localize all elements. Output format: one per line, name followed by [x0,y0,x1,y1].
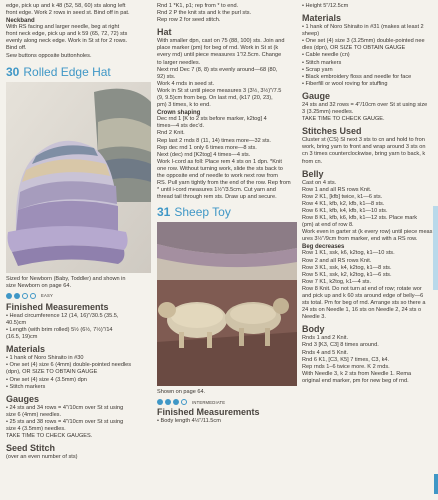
text-line: front edge. Work 2 rows in seed st. Bind off in pat. [6,10,130,17]
text-line: Rep row 2 for seed stitch. [157,17,221,24]
text-line: Rnd 3 [K3, C3] 8 times around. [302,342,379,349]
page-edge-tab [433,206,438,290]
belly-instructions [302,180,436,244]
pattern-30-title [6,65,151,79]
text-line: Row 1 K1, ssk, k6, k2tog, k1—10 sts. [302,250,395,257]
text-line: Work I-cord as foll: Place rem 4 sts on 1 dpn. *Knit [157,158,282,165]
pattern-number: 30 [6,64,20,79]
text-line: Row 2 K1, [kfb] twice, k1—6 sts. [302,193,383,200]
text-line: Row 8 Knit. Do not turn at end of row; rotate wor [302,285,422,292]
hat-instructions [157,38,297,66]
seed-stitch-heading: Seed Stitch [6,443,56,454]
text-line: • Cable needle (cn) [302,52,350,59]
text-line: • One set (4) size 6 (4mm) double-pointed needles [6,362,132,369]
text-line: 3 (3.25mm) needles. [302,109,354,116]
text-line: • Stitch markers [302,59,342,66]
text-line: * until i-cord measures 1½"/3.5cm. Cut yarn and [157,187,276,194]
body-heading: Body [302,324,325,335]
text-line: • Scrap yarn [302,66,333,73]
text-line: Rnd 2 P the knit sts and k the purl sts. [157,10,252,17]
seed-stitch-text [6,454,151,461]
skill-dot-empty [30,293,36,299]
text-line: • One set (4) size 3 (3.25mm) double-pointed nee [302,38,425,45]
text-line: from cn. [302,158,323,165]
gauge-text [302,102,436,123]
text-line: Sized for Newborn (Baby, Toddler) and shown in [6,275,126,282]
text-line: • 24 sts and 34 rows = 4"/10cm over St st using [6,404,124,411]
text-line: Cluster st (CS) Sl next 3 sts to cn and hold to fron [302,137,425,144]
text-line: Row 7 K1, k2tog, k1—4 sts. [302,278,372,285]
hat-photo [6,82,151,273]
text-line: cn 3 times counterclockwise, bring yarn to back, k [302,151,426,158]
stitches-used-heading: Stitches Used [302,126,362,137]
text-line: Row 1 and all RS rows Knit. [302,186,372,193]
text-line: Row 4 K1, kfb, k2, kfb, k1—8 sts. [302,200,385,207]
text-line: pm) 3 times, k to end. [157,102,211,109]
finished-measurements-list [157,418,297,425]
skill-level-label: INTERMEDIATE [192,399,226,405]
text-line: ures 3½"/9cm from marker, end with a RS row. [302,236,418,243]
finished-measurements-heading: Finished Measurements [157,407,260,418]
skill-dot-filled [14,293,20,299]
gauge-heading: Gauge [302,90,331,101]
crown-shaping-instructions [157,116,297,201]
materials-list [6,355,151,390]
text-line: Work even in garter st (k every row) until piece meas [302,229,433,236]
skill-dot-filled [165,399,171,405]
text-line: front neck edge, pick up and k 59 (65, 72, 72) sts [6,31,128,38]
text-line: • One set (4) size 4 (3.5mm) dpn [6,376,87,383]
text-line: (dpn), OR SIZE TO OBTAIN GAUGE [6,369,98,376]
sheep-photo [157,222,297,386]
text-line: Row 6 K1, kfb, k4, kfb, k1—10 sts. [302,207,388,214]
text-line: (pm) at end of row 8. [302,222,354,229]
materials-list [302,24,436,88]
text-line: size Newborn on page 64. [6,282,71,289]
text-line: RS. Pull yarn tightly from the end of the row. Rep from [157,180,291,187]
text-line: With smaller dpn, cast on 75 (88, 100) sts. Join and [157,38,285,45]
height-measurement: • Height 5"/12.5cm [302,3,349,9]
text-line: place marker (pm) for beg of rnd. Work in St st (k [157,45,279,52]
skill-level [157,399,297,405]
skill-dot-filled [173,399,179,405]
text-line: dles (dpn), OR SIZE TO OBTAIN GAUGE [302,45,406,52]
column-1 [6,3,151,461]
text-line: • Fiberfill or wool roving for stuffing [302,80,388,87]
begin-decreases-heading: Beg decreases [302,244,345,251]
skill-dot-empty [181,399,187,405]
text-line: Row 2 and all RS rows Knit. [302,257,372,264]
text-line: • Stitch markers [6,383,46,390]
text-line: Next rnd Dec 7 (8, 8) sts evenly around—68 (80, [157,66,278,73]
column-3 [302,3,436,385]
photo-caption [6,276,151,290]
text-line: Rnds 1 and 2 Knit. [302,335,349,342]
hat-heading: Hat [157,27,172,38]
text-line: Row 5 K1, ssk, k2, k2tog, k1—6 sts. [302,271,392,278]
finished-measurements-list [6,313,151,341]
intro-text [6,3,151,17]
skill-level [6,293,151,299]
text-line: TAKE TIME TO CHECK GAUGE. [302,116,385,123]
sheep-toy-image [157,222,297,386]
text-line: sts total. Pm for beg of rnd. Arrange sts so there a [302,300,426,307]
text-line: • Length (with brim rolled) 5½ (6½, 7½)"/14 [6,327,113,334]
text-line: • Body length 4½"/11.5cm [157,418,221,425]
text-line: • 25 sts and 38 rows = 4"/10cm over St st using [6,418,124,425]
finished-measurements-heading: Finished Measurements [6,301,109,312]
text-line: • Head circumference 12 (14, 16)"/30.5 (35.5, [6,312,119,319]
pattern-number: 31 [157,205,171,220]
text-line: one row. Without turning work, slide the sts back to [157,165,283,172]
text-line: the opposite end of needle to work next row from [157,172,278,179]
text-line: times—4 sts dec'd. [157,123,205,130]
text-line: 40.5)cm [6,319,27,326]
text-line: Sew buttons opposite buttonholes. [6,52,92,59]
text-line: thread tail through rem sts. Draw up and secure. [157,194,277,201]
materials-heading: Materials [302,13,342,24]
text-line: Rnd 2 Knit. [157,130,185,137]
text-line: 92) sts. [157,73,176,80]
text-line: (16.5, 19)cm [6,334,38,341]
text-line: sheep) [302,31,320,38]
text-line: Cast on 4 sts. [302,179,337,186]
neckband-heading: Neckband [6,18,35,25]
crown-shaping-heading: Crown shaping [157,110,201,117]
rolled-edge-hat-image [6,82,151,273]
skill-dot-filled [157,399,163,405]
text-line: every rnd) until piece measures 1"/2.5cm. Change [157,52,282,59]
materials-heading: Materials [6,344,46,355]
text-line: 24 sts and 32 rows = 4"/10cm over St st using size [302,101,428,108]
text-line: and pick up and k 60 sts around edge of belly—6 [302,293,424,299]
text-line: • 1 hank of Noro Shiraito in #30 [6,355,84,362]
body-instructions [302,335,436,385]
skill-dot-empty [22,293,28,299]
text-line: to larger needles. [157,59,201,66]
column-2 [157,3,297,426]
text-line: Rnds 4 and 5 Knit. [302,349,349,356]
text-line: (over an even number of sts) [6,454,78,461]
text-line: Needle 3. [302,314,326,321]
text-line: Rnd 1 *K1, p1; rep from * to end. [157,3,239,9]
text-line: • 1 hank of Noro Shiraito in #31 (makes at least 2 [302,24,424,31]
text-line: Rnd 6 K1, [C3, K5] 7 times, C3, k4. [302,356,390,363]
text-line: Work 4 rnds in seed st. [157,80,215,87]
photo-caption: Shown on page 64. [157,389,206,396]
text-line: Bind off. [6,45,27,52]
text-line: Rep last 2 rnds 8 (11, 14) times more—32 sts. [157,137,271,144]
text-line: Rep rnds 1–6 twice more. K 2 rnds. [302,363,390,370]
text-line: Dec rnd 1 [K to 2 sts before marker, k2tog] 4 [157,116,267,123]
text-line: edge, pick up and k 48 (52, 58, 60) sts along left [6,3,126,9]
text-line: Next (dec) rnd [K2tog] 4 times—4 sts. [157,151,251,158]
text-line: 24 sts on Needle 1, 16 sts on Needle 2, 24 sts o [302,307,422,314]
pattern-31-title [157,205,297,219]
gauges-heading: Gauges [6,393,40,404]
text-line: original end marker, pm for new beg of rnd. [302,377,409,384]
text-line: With RS facing and larger needle, beg at right [6,24,120,31]
text-line: TAKE TIME TO CHECK GAUGES. [6,433,93,440]
text-line: size 6 (4mm) needles. [6,411,62,418]
pattern-title: Sheep Toy [174,205,231,220]
pattern-title: Rolled Edge Hat [23,64,111,79]
text-line: Rep dec rnd 1 only 6 times more—8 sts. [157,144,257,151]
skill-dot-filled [6,293,12,299]
gauges-list [6,405,151,440]
text-line: evenly along neck edge. Work in St st for 2 rows. [6,38,128,45]
seed-stitch-rounds [157,3,297,24]
decrease-instructions [302,250,436,321]
neckband-text [6,24,151,59]
text-line: Work in St st until piece measures 3 (3½, 3½)"/7.5 [157,87,282,94]
text-line: Row 3 K1, ssk, k4, k2tog, k1—8 sts. [302,264,392,271]
stitches-used-text [302,137,436,165]
text-line: With Needle 3, k 2 sts from Needle 1. Rema [302,370,412,377]
text-line: size 4 (3.5mm) needles. [6,425,66,432]
skill-level-label: EASY [41,293,53,299]
page-edge-marker [434,474,438,494]
text-line: Row 8 K1, kfb, k6, kfb, k1—12 sts. Place mark [302,215,418,222]
next-round-instructions [157,67,297,110]
text-line: • Black embroidery floss and needle for face [302,73,412,80]
text-line: work, bring yarn to front and wrap around 3 sts on [302,144,426,151]
text-line: (9, 9.5)cm from beg. On last rnd, (k17 (20, 23), [157,95,273,102]
belly-heading: Belly [302,168,324,179]
